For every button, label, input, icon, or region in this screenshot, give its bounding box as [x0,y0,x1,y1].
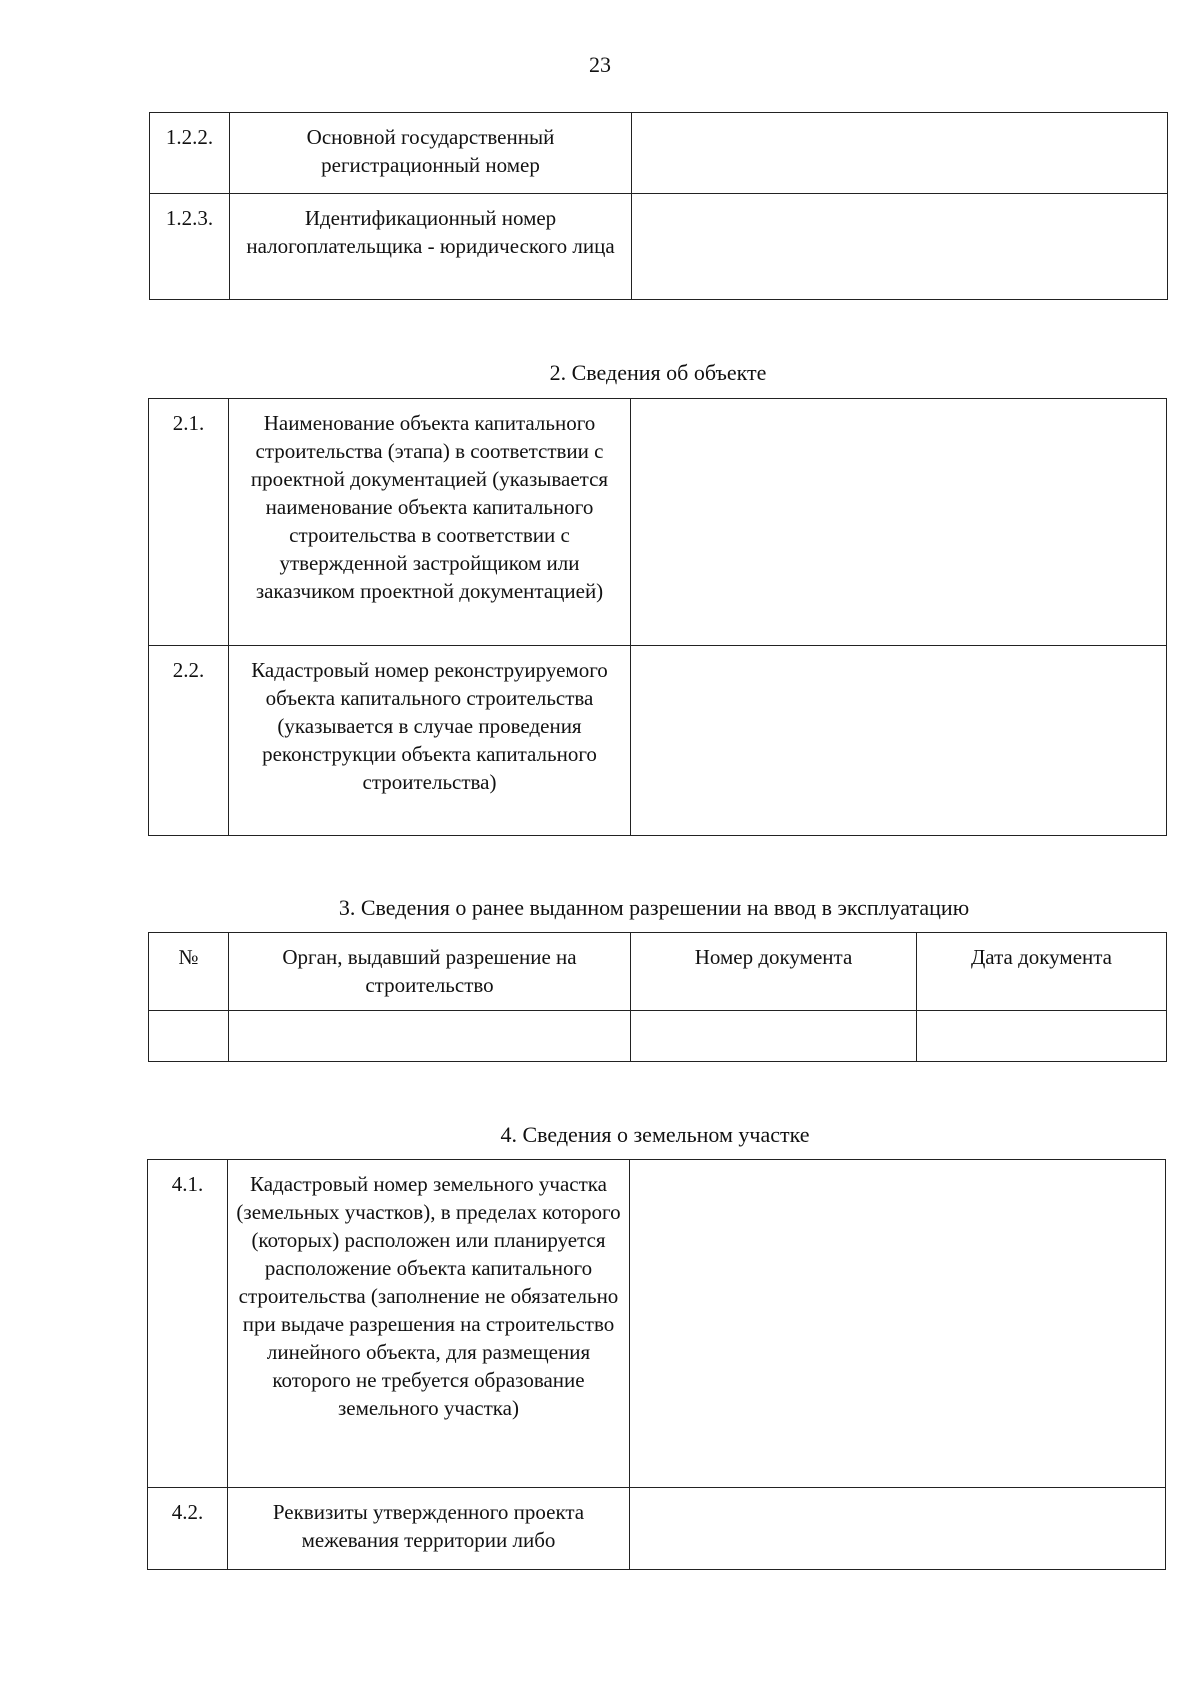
value-cell[interactable] [631,646,1167,836]
value-cell[interactable] [631,399,1167,646]
value-cell[interactable] [630,1160,1166,1488]
table-row [148,1160,1166,1488]
table-row [149,1011,1167,1062]
table-row [150,194,1168,300]
row-label: Идентификационный номер налогоплательщика - юридического лица [230,194,632,300]
column-header-document-date: Дата документа [917,933,1167,1011]
row-number: 2.1. [149,399,229,646]
table-row [149,399,1167,646]
value-cell[interactable] [917,1011,1167,1062]
row-label: Наименование объекта капитального строительства (этапа) в соответствии с проектной документацией (указывается наименование объекта капитального строительства в соответствии с утвержденной застройщиком или заказчиком проектной документацией) [229,399,631,646]
row-label: Кадастровый номер земельного участка (земельных участков), в пределах которого (которых) расположен или планируется расположение объекта капитального строительства (заполнение не обязательно при выдаче разрешения на строительство линейного объекта, для размещения которого не требуется образование земельного участка) [228,1160,630,1488]
row-number: 4.1. [148,1160,228,1488]
value-cell[interactable] [632,113,1168,194]
section-title: 2. Сведения об объекте [549,360,767,385]
table-row [149,646,1167,836]
row-label: Реквизиты утвержденного проекта межевания территории либо [228,1488,630,1570]
value-cell[interactable] [149,1011,229,1062]
row-label: Кадастровый номер реконструируемого объекта капитального строительства (указывается в случае проведения реконструкции объекта капитального строительства) [229,646,631,836]
previous-permit-table [148,932,1167,1062]
row-number: 4.2. [148,1488,228,1570]
table-header-row [149,933,1167,1011]
table-row [150,113,1168,194]
value-cell[interactable] [632,194,1168,300]
column-header-document-number: Номер документа [631,933,917,1011]
page-number: 23 [589,52,611,77]
column-header-authority: Орган, выдавший разрешение на строительство [229,933,631,1011]
land-plot-table [147,1159,1166,1570]
value-cell[interactable] [631,1011,917,1062]
row-number: 1.2.3. [150,194,230,300]
value-cell[interactable] [229,1011,631,1062]
row-number: 1.2.2. [150,113,230,194]
section-title: 4. Сведения о земельном участке [500,1122,810,1147]
row-label: Основной государственный регистрационный номер [230,113,632,194]
row-number: 2.2. [149,646,229,836]
section-title: 3. Сведения о ранее выданном разрешении на ввод в эксплуатацию [338,895,970,920]
applicant-details-table [149,112,1168,300]
column-header-number: № [149,933,229,1011]
value-cell[interactable] [630,1488,1166,1570]
object-details-table [148,398,1167,836]
table-row [148,1488,1166,1570]
